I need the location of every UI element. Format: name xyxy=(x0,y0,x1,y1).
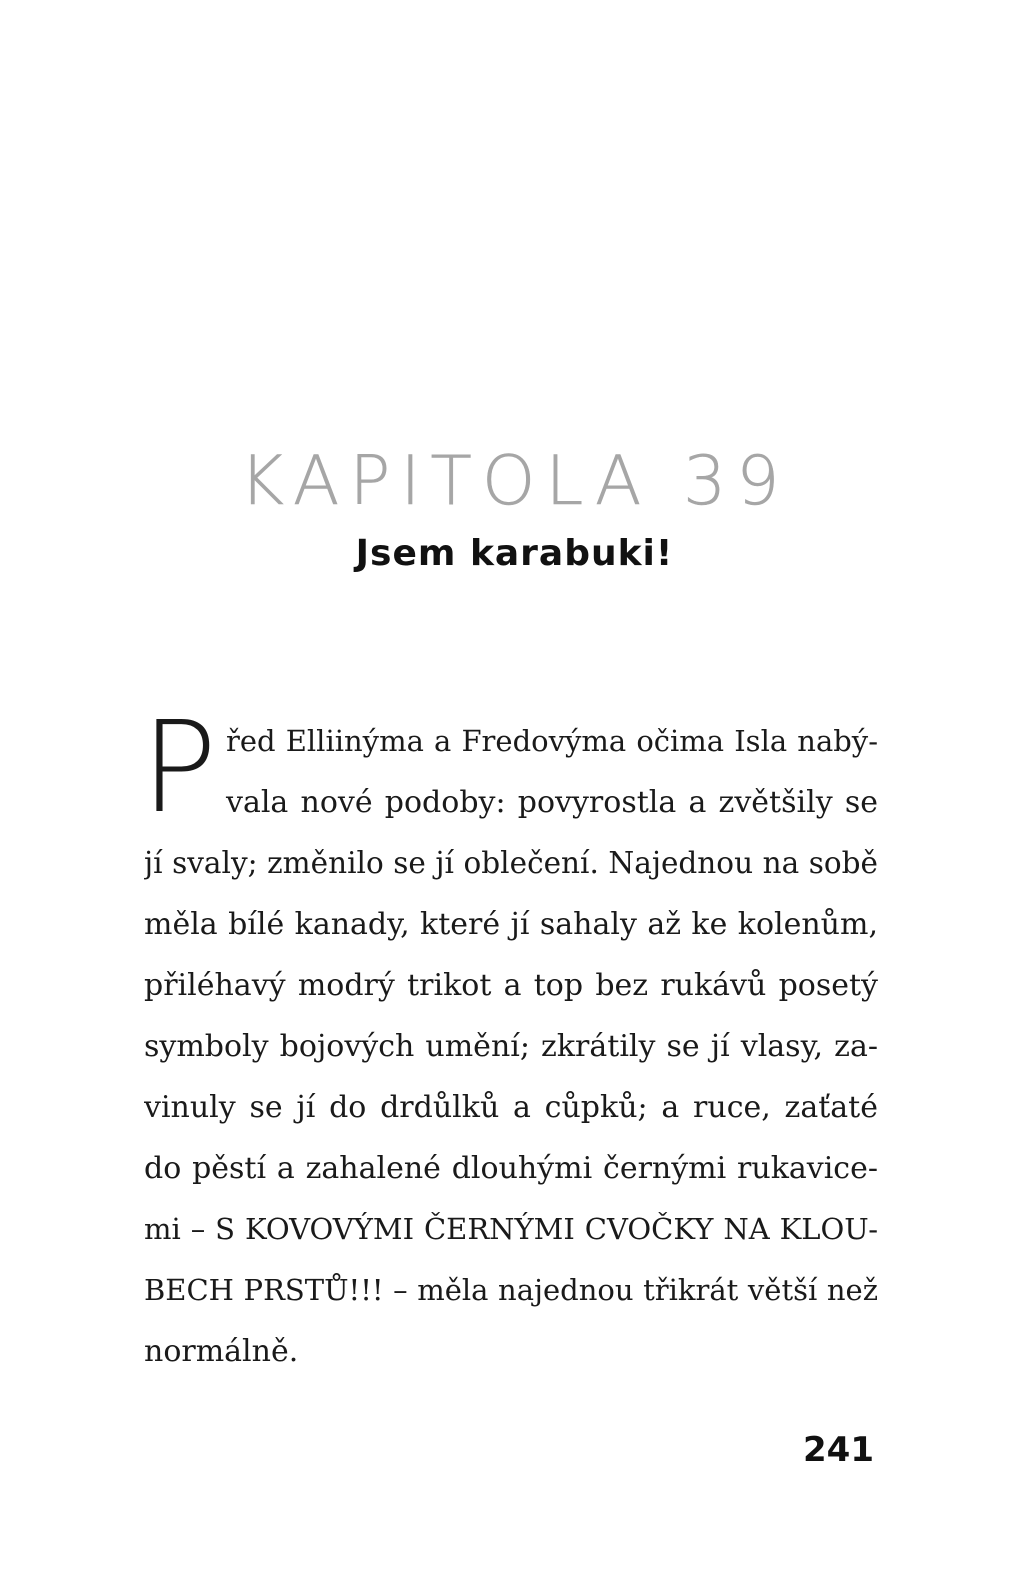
chapter-title: Jsem karabuki! xyxy=(355,533,674,574)
body-line: BECH PRSTŮ!!! – měla najednou třikrát větší než xyxy=(144,1273,878,1307)
body-line: symboly bojových umění; zkrátily se jí vlasy, za- xyxy=(144,1029,878,1064)
drop-cap: P xyxy=(141,694,217,841)
body-line: vinuly se jí do drdůlků a cůpků; a ruce, zaťaté xyxy=(144,1090,878,1125)
body-line: jí svaly; změnilo se jí oblečení. Najednou na sobě xyxy=(144,846,878,880)
body-line: vala nové podoby: povyrostla a zvětšily se xyxy=(226,785,878,820)
body-paragraph xyxy=(144,711,878,1382)
chapter-label: KAPITOLA 39 xyxy=(239,442,790,521)
body-line: mi – S KOVOVÝMI ČERNÝMI CVOČKY NA KLOU- xyxy=(144,1212,878,1246)
body-line: normálně. xyxy=(144,1334,299,1369)
body-line: řed Elliinýma a Fredovýma očima Isla nabý- xyxy=(226,724,878,758)
page-number: 241 xyxy=(803,1430,874,1470)
body-line: do pěstí a zahalené dlouhými černými rukavice- xyxy=(144,1151,878,1186)
body-line: přiléhavý modrý trikot a top bez rukávů posetý xyxy=(144,968,878,1003)
body-line: měla bílé kanady, které jí sahaly až ke kolenům, xyxy=(144,907,878,942)
